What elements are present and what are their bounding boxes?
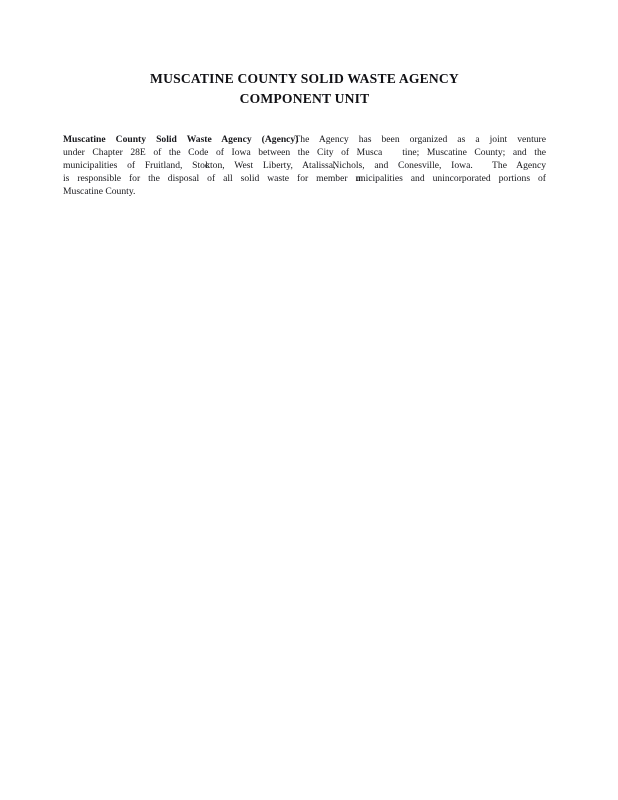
line-3-segment-3-overlap-comma: Nichols, and Conesville, Iowa. The Agency — [332, 160, 546, 171]
line-4-segment-2-overlap-mu: unicipalities and unincorporated portions of — [355, 173, 546, 184]
line-3-segment-2-overlap-ck: kton, West Liberty, Atalissa, — [205, 160, 336, 171]
line-2-before-gap: under Chapter 28E of the Code of Iowa between the City of Musca — [63, 147, 383, 158]
paragraph-line-3 — [63, 159, 546, 172]
title-line-2: COMPONENT UNIT — [239, 91, 370, 106]
body-paragraph — [63, 133, 546, 198]
paragraph-line-1-rest: The Agency has been organized as a joint venture — [294, 134, 546, 145]
paragraph-line-4 — [63, 172, 546, 185]
paragraph-line-5: Muscatine County. — [63, 186, 136, 197]
title-line-1: MUSCATINE COUNTY SOLID WASTE AGENCY — [150, 71, 459, 86]
line-3-segment-1: municipalities of Fruitland, Stoc — [63, 160, 210, 171]
paragraph-lead-bold: Muscatine County Solid Waste Agency (Agency) — [63, 134, 299, 145]
paragraph-line-2 — [63, 146, 546, 159]
line-4-segment-1: is responsible for the disposal of all solid waste for member m — [63, 173, 363, 184]
line-2-after-gap: tine; Muscatine County; and the — [402, 147, 546, 158]
document-title — [63, 69, 546, 109]
paragraph-line-1 — [63, 133, 546, 146]
